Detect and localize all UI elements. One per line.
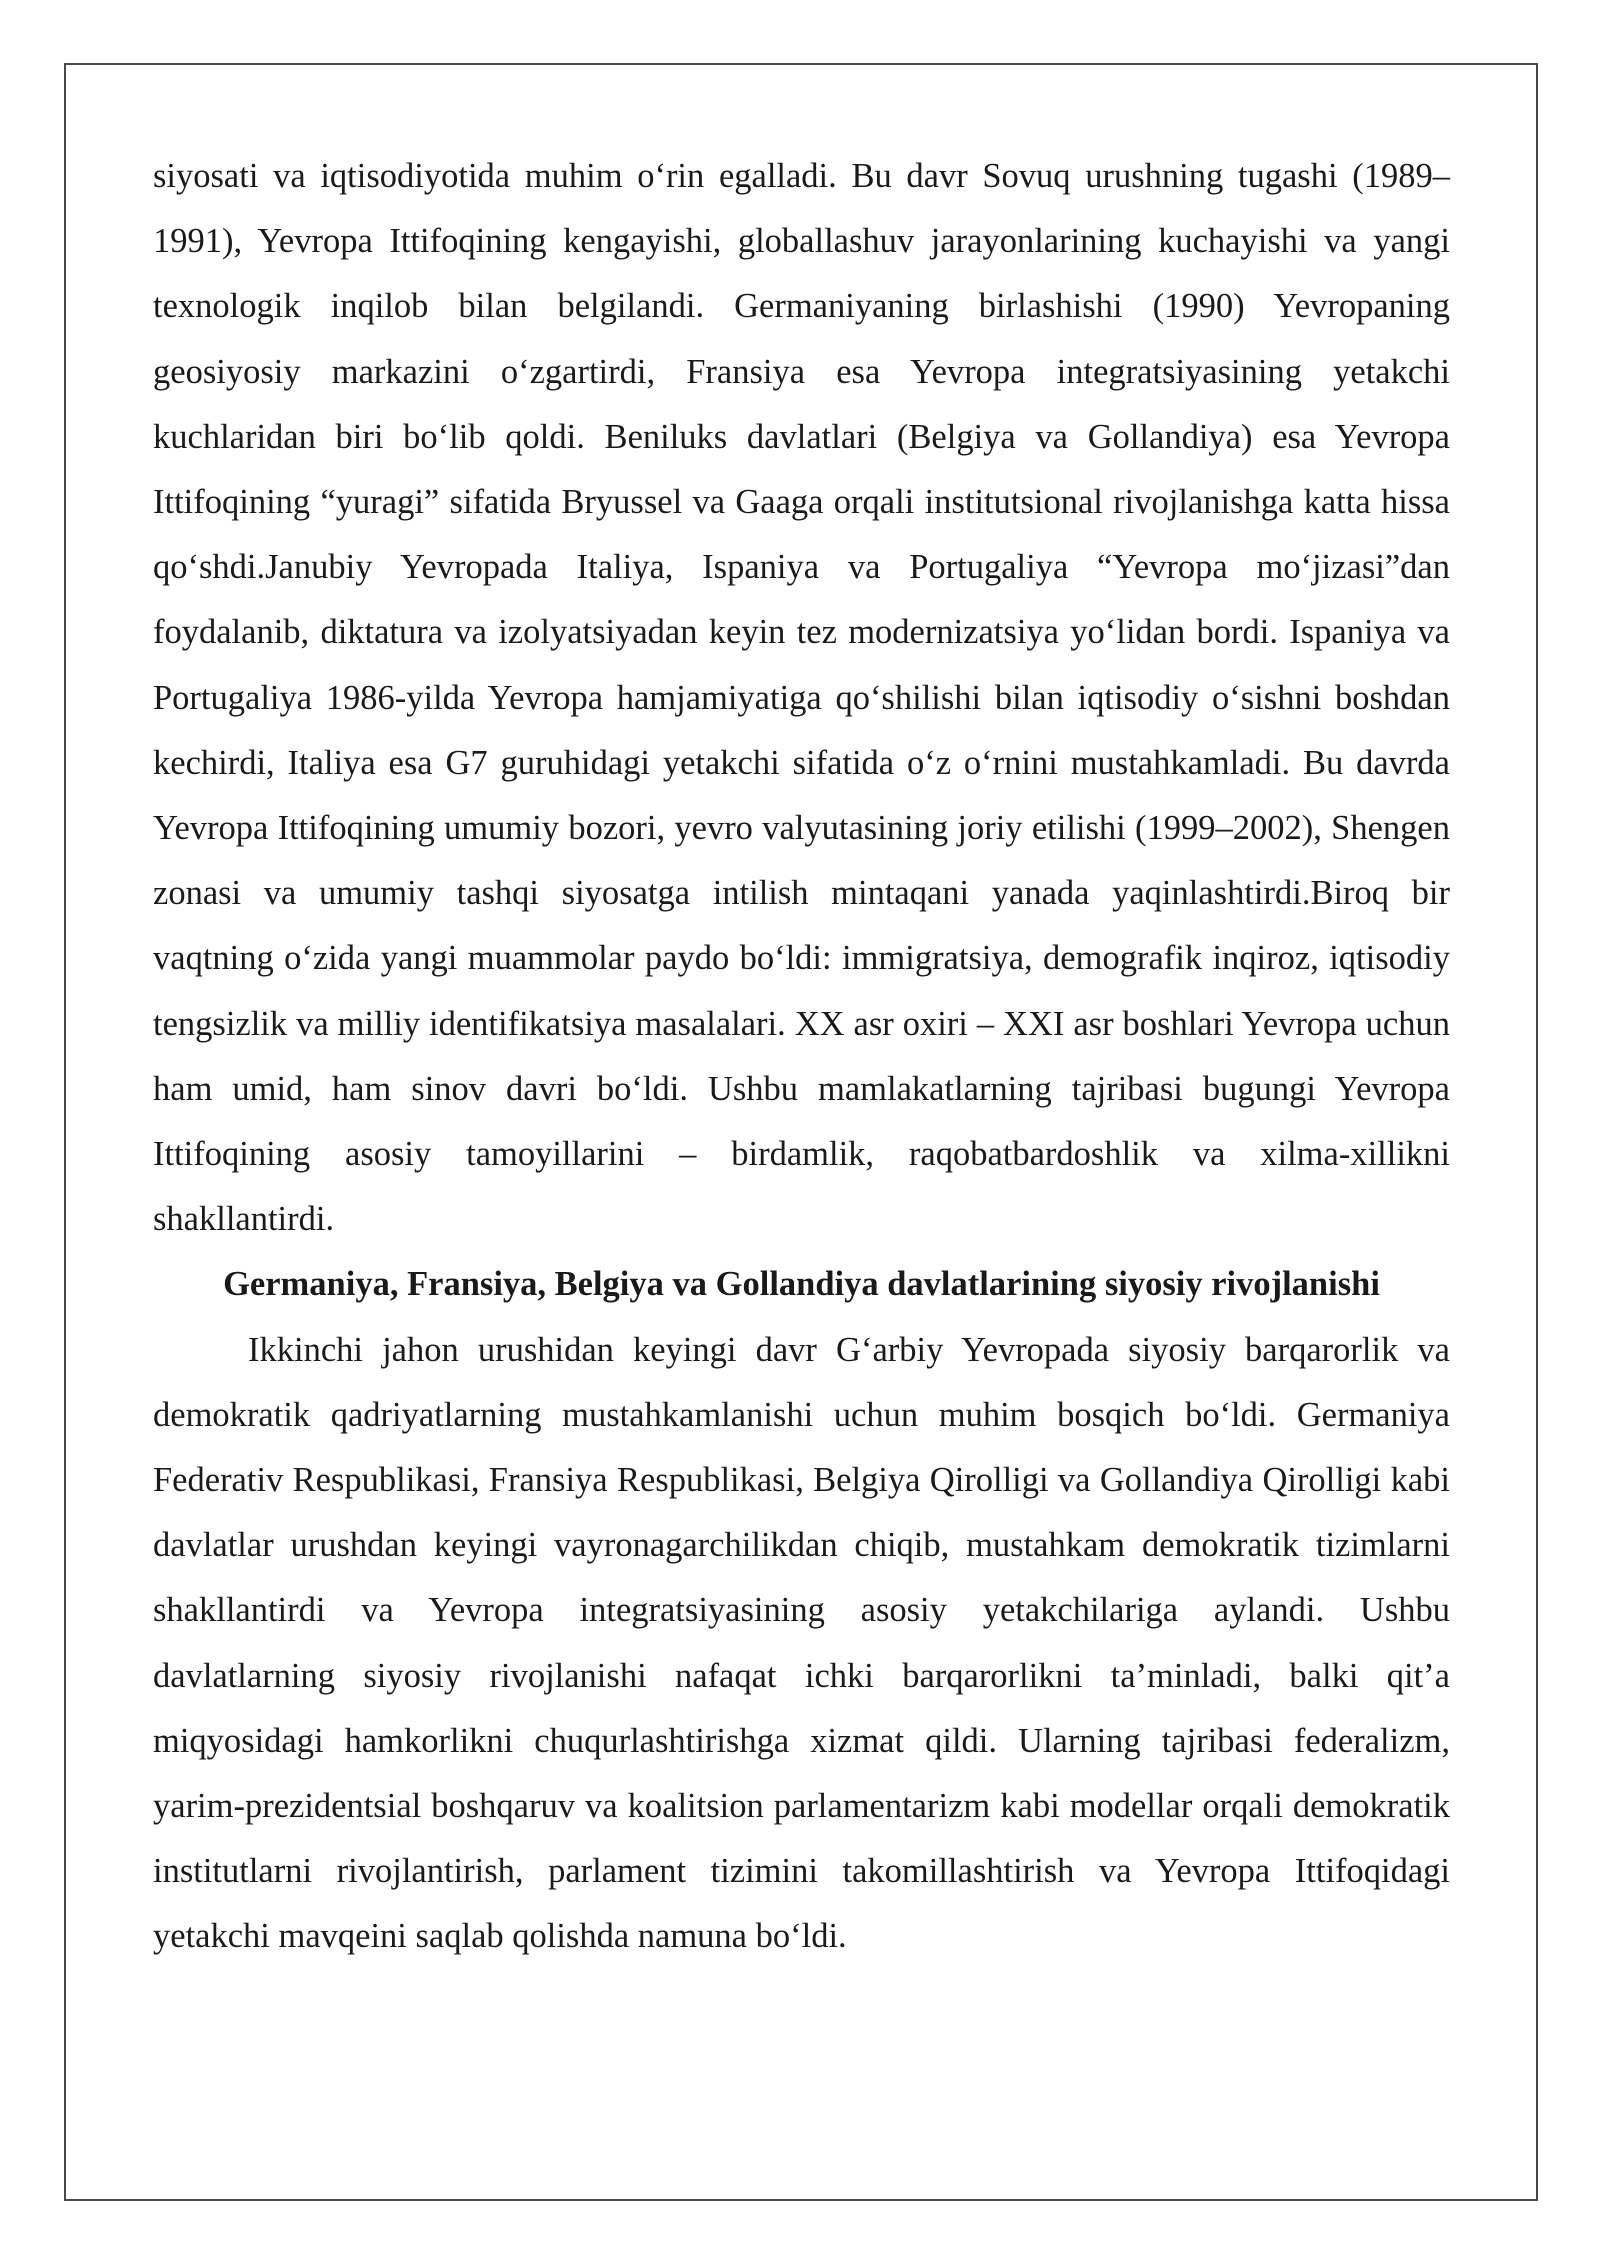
body-paragraph-1: siyosati va iqtisodiyotida muhim o‘rin egalladi. Bu davr Sovuq urushning tugashi (1989–1991), Yevropa Ittifoqining kengayishi, globallashuv jarayonlarining kuchayishi va yangi texnologik inqilob bilan belgilandi. Germaniyaning birlashishi (1990) Yevropaning geosiyosiy markazini o‘zgartirdi, Fransiya esa Yevropa integratsiyasining yetakchi kuchlaridan biri bo‘lib qoldi. Beniluks davlatlari (Belgiya va Gollandiya) esa Yevropa Ittifoqining “yuragi” sifatida Bryussel va Gaaga orqali institutsional rivojlanishga katta hissa qo‘shdi.Janubiy Yevropada Italiya, Ispaniya va Portugaliya “Yevropa mo‘jizasi”dan foydalanib, diktatura va izolyatsiyadan keyin tez modernizatsiya yo‘lidan bordi. Ispaniya va Portugaliya 1986-yilda Yevropa hamjamiyatiga qo‘shilishi bilan iqtisodiy o‘sishni boshdan kechirdi, Italiya esa G7 guruhidagi yetakchi sifatida o‘z o‘rnini mustahkamladi. Bu davrda Yevropa Ittifoqining umumiy bozori, yevro valyutasining joriy etilishi (1999–2002), Shengen zonasi va umumiy tashqi siyosatga intilish mintaqani yanada yaqinlashtirdi.Biroq bir vaqtning o‘zida yangi muammolar paydo bo‘ldi: immigratsiya, demografik inqiroz, iqtisodiy tengsizlik va milliy identifikatsiya masalalari. XX asr oxiri – XXI asr boshlari Yevropa uchun ham umid, ham sinov davri bo‘ldi. Ushbu mamlakatlarning tajribasi bugungi Yevropa Ittifoqining asosiy tamoyillarini – birdamlik, raqobatbardoshlik va xilma-xillikni shakllantirdi.: [153, 157, 1450, 1239]
body-paragraph-2: Ikkinchi jahon urushidan keyingi davr G‘arbiy Yevropada siyosiy barqarorlik va demokratik qadriyatlarning mustahkamlanishi uchun muhim bosqich bo‘ldi. Germaniya Federativ Respublikasi, Fransiya Respublikasi, Belgiya Qirolligi va Gollandiya Qirolligi kabi davlatlar urushdan keyingi vayronagarchilikdan chiqib, mustahkam demokratik tizimlarni shakllantirdi va Yevropa integratsiyasining asosiy yetakchilariga aylandi. Ushbu davlatlarning siyosiy rivojlanishi nafaqat ichki barqarorlikni ta’minladi, balki qit’a miqyosidagi hamkorlikni chuqurlashtirishga xizmat qildi. Ularning tajribasi federalizm, yarim-prezidentsial boshqaruv va koalitsion parlamentarizm kabi modellar orqali demokratik institutlarni rivojlantirish, parlament tizimini takomillashtirish va Yevropa Ittifoqidagi yetakchi mavqeini saqlab qolishda namuna bo‘ldi.: [153, 1330, 1450, 1956]
document-body: [153, 144, 1450, 1970]
section-heading: Germaniya, Fransiya, Belgiya va Gollandiya davlatlarining siyosiy rivojlanishi: [223, 1265, 1380, 1304]
